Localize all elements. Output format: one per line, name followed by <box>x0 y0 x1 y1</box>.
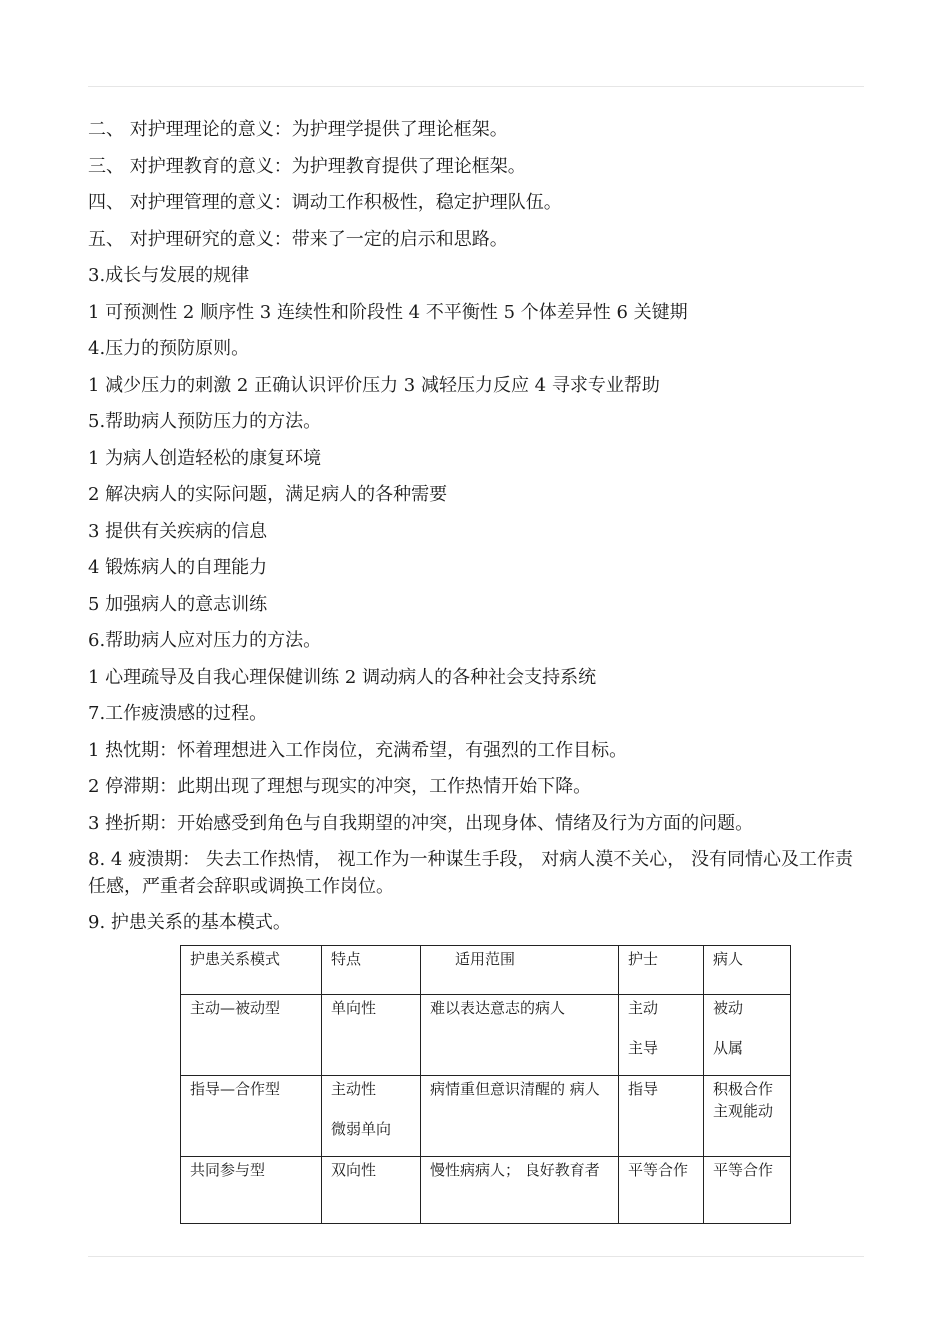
table-header-cell: 病人 <box>704 946 791 995</box>
header-rule <box>88 86 864 87</box>
table-header-text: 适用范围 <box>455 950 516 968</box>
nurse-patient-table <box>180 945 791 1224</box>
table-cell-patient: 平等合作 <box>704 1157 791 1224</box>
section-heading: 5.帮助病人预防压力的方法。 <box>88 411 322 432</box>
list-item: 1 为病人创造轻松的康复环境 <box>88 447 322 469</box>
feature-text-2: 微弱单向 <box>331 1120 392 1138</box>
nurse-role: 主动 <box>628 999 659 1017</box>
table-cell-nurse <box>619 995 704 1076</box>
section-heading: 9. 护患关系的基本模式。 <box>88 912 291 933</box>
table-row <box>181 1157 791 1224</box>
table-cell-scope: 病情重但意识清醒的 病人 <box>421 1076 619 1157</box>
list-item: 3 提供有关疾病的信息 <box>88 520 268 542</box>
table-row <box>181 1076 791 1157</box>
text-line: 1 心理疏导及自我心理保健训练 2 调动病人的各种社会支持系统 <box>88 666 597 688</box>
list-item: 2 解决病人的实际问题，满足病人的各种需要 <box>88 484 448 505</box>
document-body <box>88 112 858 942</box>
paragraph-8: 8. 4 疲溃期： 失去工作热情， 视工作为一种谋生手段， 对病人漠不关心， 没有同情心及工作责 任感，严重者会辞职或调换工作岗位。 <box>88 849 853 897</box>
patient-role: 被动 <box>713 999 744 1017</box>
section-heading: 4.压力的预防原则。 <box>88 338 250 359</box>
text-line: 四、 对护理管理的意义：调动工作积极性，稳定护理队伍。 <box>88 192 562 213</box>
list-item: 2 停滞期：此期出现了理想与现实的冲突，工作热情开始下降。 <box>88 776 592 797</box>
table-cell-mode: 主动—被动型 <box>181 995 322 1076</box>
table-cell-nurse: 指导 <box>619 1076 704 1157</box>
table-cell-feature: 单向性 <box>322 995 421 1076</box>
table-header-cell <box>421 946 619 995</box>
table-row <box>181 995 791 1076</box>
table-cell-mode: 指导—合作型 <box>181 1076 322 1157</box>
section-heading: 3.成长与发展的规律 <box>88 265 250 286</box>
text-line: 1 可预测性 2 顺序性 3 连续性和阶段性 4 不平衡性 5 个体差异性 6 关键期 <box>88 301 688 323</box>
footer-rule <box>88 1256 864 1257</box>
text-line: 三、 对护理教育的意义：为护理教育提供了理论框架。 <box>88 155 526 177</box>
table-header-cell: 护士 <box>619 946 704 995</box>
text-line: 五、 对护理研究的意义：带来了一定的启示和思路。 <box>88 228 508 250</box>
table-header-cell: 护患关系模式 <box>181 946 322 995</box>
table-header-cell: 特点 <box>322 946 421 995</box>
table-cell-patient: 积极合作主观能动 <box>704 1076 791 1157</box>
table-cell-nurse: 平等合作 <box>619 1157 704 1224</box>
text-line: 二、 对护理理论的意义：为护理学提供了理论框架。 <box>88 119 508 140</box>
table-cell-scope: 慢性病病人； 良好教育者 <box>421 1157 619 1224</box>
list-item: 5 加强病人的意志训练 <box>88 593 268 615</box>
table-cell-scope: 难以表达意志的病人 <box>421 995 619 1076</box>
table-cell-mode: 共同参与型 <box>181 1157 322 1224</box>
list-item: 1 热忱期：怀着理想进入工作岗位，充满希望，有强烈的工作目标。 <box>88 739 628 761</box>
text-line: 1 减少压力的刺激 2 正确认识评价压力 3 减轻压力反应 4 寻求专业帮助 <box>88 374 660 396</box>
table-header-row <box>181 946 791 995</box>
list-item: 4 锻炼病人的自理能力 <box>88 557 268 578</box>
patient-role-2: 从属 <box>713 1039 744 1057</box>
list-item: 3 挫折期：开始感受到角色与自我期望的冲突，出现身体、情绪及行为方面的问题。 <box>88 812 754 834</box>
table-cell-patient <box>704 995 791 1076</box>
nurse-role-2: 主导 <box>628 1039 659 1057</box>
section-heading: 6.帮助病人应对压力的方法。 <box>88 630 322 651</box>
feature-text: 主动性 <box>331 1080 377 1098</box>
table-cell-feature: 双向性 <box>322 1157 421 1224</box>
section-heading: 7.工作疲溃感的过程。 <box>88 703 268 724</box>
table-cell-feature <box>322 1076 421 1157</box>
